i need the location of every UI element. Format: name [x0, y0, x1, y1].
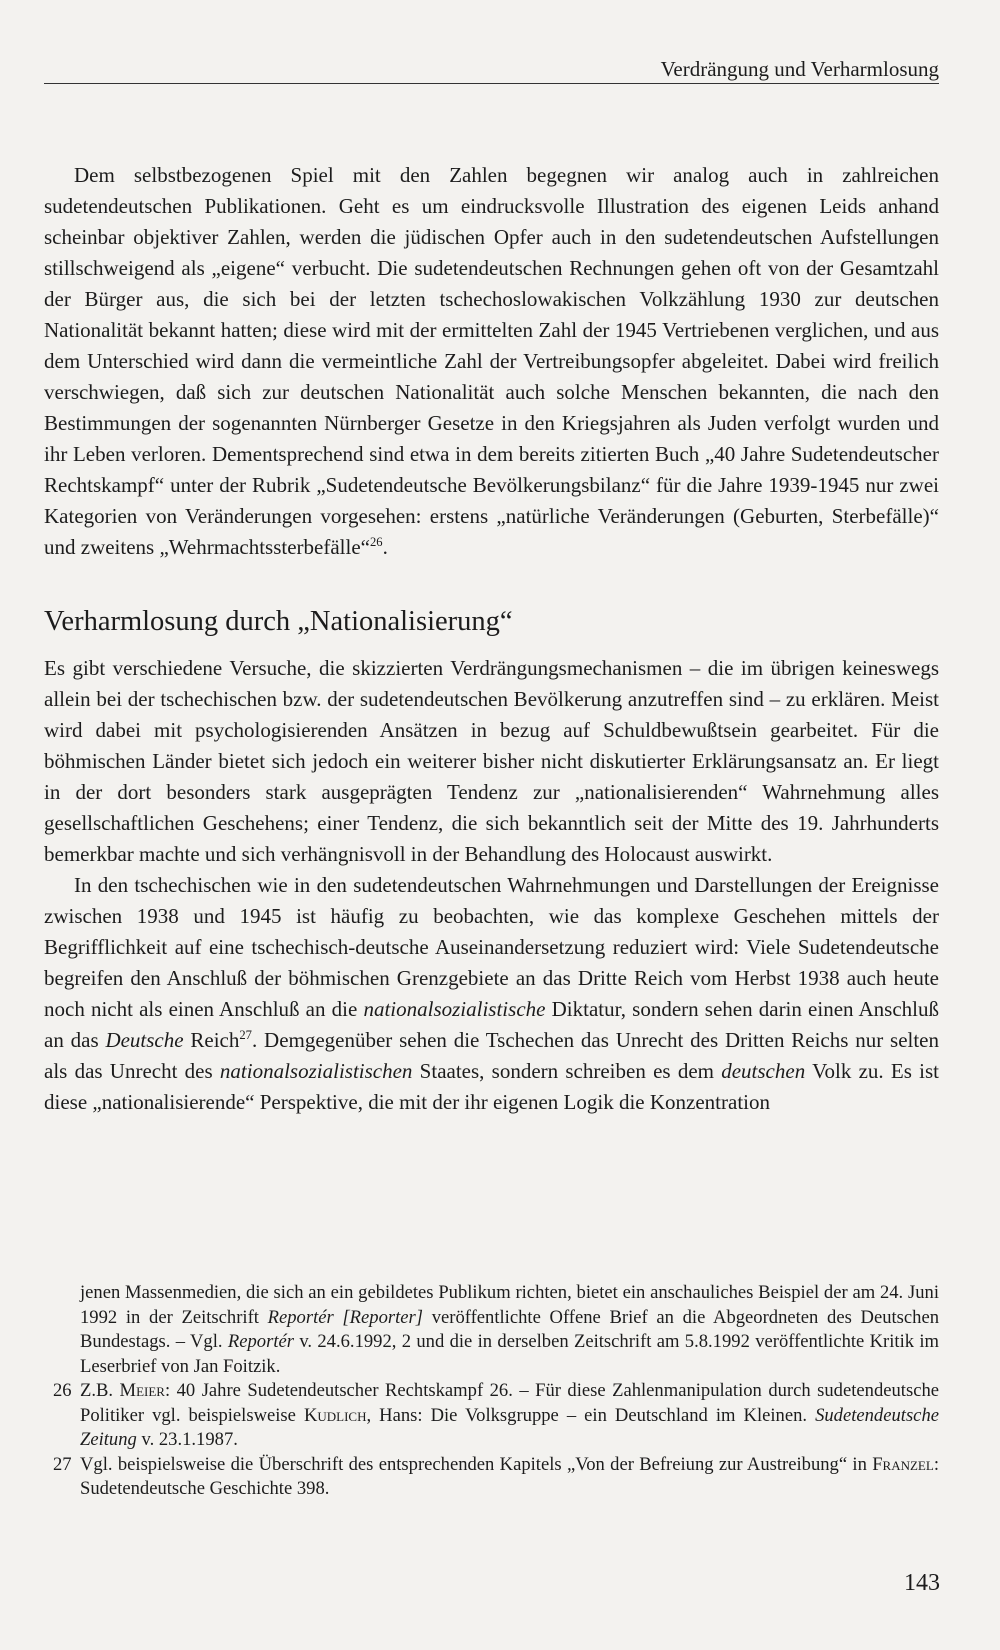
paragraph-2: Es gibt verschiedene Versuche, die skizzierten Verdrängungsmechanismen – die im übrigen keineswegs allein bei der tschechischen bzw. der sudetendeutschen Bevölkerung anzutreffen sind – zu erklären. Meist wird dabei mit psychologisierenden Ansätzen in bezug auf Schuldbewußtsein gearbeitet. Für die böhmischen Länder bietet sich jedoch ein weiterer bisher nicht diskutierter Erklärungsansatz an. Er liegt in der dort besonders stark ausgeprägten Tendenz zur „nationalisierenden“ Wahrnehmung alles gesellschaftlichen Geschehens; einer Tendenz, die sich bekanntlich seit der Mitte des 19. Jahrhunderts bemerkbar machte und sich verhängnisvoll in der Behandlung des Holocaust auswirkt.: [44, 656, 939, 866]
footnote-number: 27: [53, 1453, 72, 1475]
paragraph-3: In den tschechischen wie in den sudetendeutschen Wahrnehmungen und Darstellungen der Ereignisse zwischen 1938 und 1945 ist häufig zu beobachten, wie das komplexe Geschehen mittels der Begrifflichkeit auf eine tschechisch-deutsche Auseinandersetzung reduziert wird: Viele Sudetendeutsche begreifen den Anschluß der böhmischen Grenzgebiete an das Dritte Reich vom Herbst 1938 auch heute noch nicht als einen Anschluß an die nationalsozialistische Diktatur, sondern sehen darin einen Anschluß an das Deutsche Reich$^{27}$. Demgegenüber sehen die Tschechen das Unrecht des Dritten Reichs nur selten als das Unrecht des nationalsozialistischen Staates, sondern schreiben es dem deutschen Volk zu. Es ist diese „nationalisierende“ Perspektive, die mit der ihr eigenen Logik die Konzentration: [44, 873, 940, 1114]
paragraph-1: Dem selbstbezogenen Spiel mit den Zahlen begegnen wir analog auch in zahlreichen sudetendeutschen Publikationen. Geht es um eindrucksvolle Illustration des eigenen Leids anhand scheinbar objektiver Zahlen, werden die jüdischen Opfer auch in den sudetendeutschen Aufstellungen stillschweigend als „eigene“ verbucht. Die sudetendeutschen Rechnungen gehen oft von der Gesamtzahl der Bürger aus, die sich bei der letzten tschechoslowakischen Volkzählung 1930 zur deutschen Nationalität bekannt hatten; diese wird mit der ermittelten Zahl der 1945 Vertriebenen verglichen, und aus dem Unterschied wird dann die vermeintliche Zahl der Vertreibungsopfer abgeleitet. Dabei wird freilich verschwiegen, daß sich zur deutschen Nationalität auch solche Menschen bekannten, die nach den Bestimmungen der sogenannten Nürnberger Gesetze in den Kriegsjahren als Juden verfolgt wurden und ihr Leben verloren. Dementsprechend sind etwa in dem bereits zitierten Buch „40 Jahre Sudetendeutscher Rechtskampf“ unter der Rubrik „Sudetendeutsche Bevölkerungsbilanz“ für die Jahre 1939-1945 nur zwei Kategorien von Veränderungen vorgesehen: erstens „natürliche Veränderungen (Geburten, Sterbefälle)“ und zweitens „Wehrmachtssterbefälle“$^{26}$.: [44, 163, 939, 559]
footnote-ref-27[interactable]: 27: [239, 1028, 252, 1042]
footnotes: [44, 1281, 939, 1502]
footnote-ref-26[interactable]: 26: [370, 535, 383, 549]
footnote-number: 26: [53, 1380, 72, 1401]
section-heading: Verharmlosung durch „Nationalisierung“: [44, 606, 513, 637]
main-text: [44, 160, 939, 1118]
footnote-26: 26 Z.B. Meier: 40 Jahre Sudetendeutscher Rechtskampf 26. – Für diese Zahlenmanipulation durch sudetendeutsche Politiker vgl. beispielsweise Kudlich, Hans: Die Volksgruppe – ein Deutschland im Kleinen. Sudetendeutsche Zeitung v. 23.1.1987.: [53, 1380, 939, 1450]
page-number: 143: [904, 1570, 940, 1596]
footnote-continuation: jenen Massenmedien, die sich an ein gebildetes Publikum richten, bietet ein anschauliches Beispiel der am 24. Juni 1992 in der Zeitschrift Reportér [Reporter] veröffentlichte Offene Brief an die Abgeordneten des Deutschen Bundestags. – Vgl. Reportér v. 24.6.1992, 2 und die in derselben Zeitschrift am 5.8.1992 veröffentlichte Kritik im Leserbrief von Jan Foitzik.: [80, 1282, 940, 1377]
running-head: Verdrängung und Verharmlosung: [44, 56, 939, 84]
footnote-27: 27 Vgl. beispielsweise die Überschrift des entsprechenden Kapitels „Von der Befreiung zur Austreibung“ in Franzel: Sudetendeutsche Geschichte 398.: [53, 1453, 939, 1499]
